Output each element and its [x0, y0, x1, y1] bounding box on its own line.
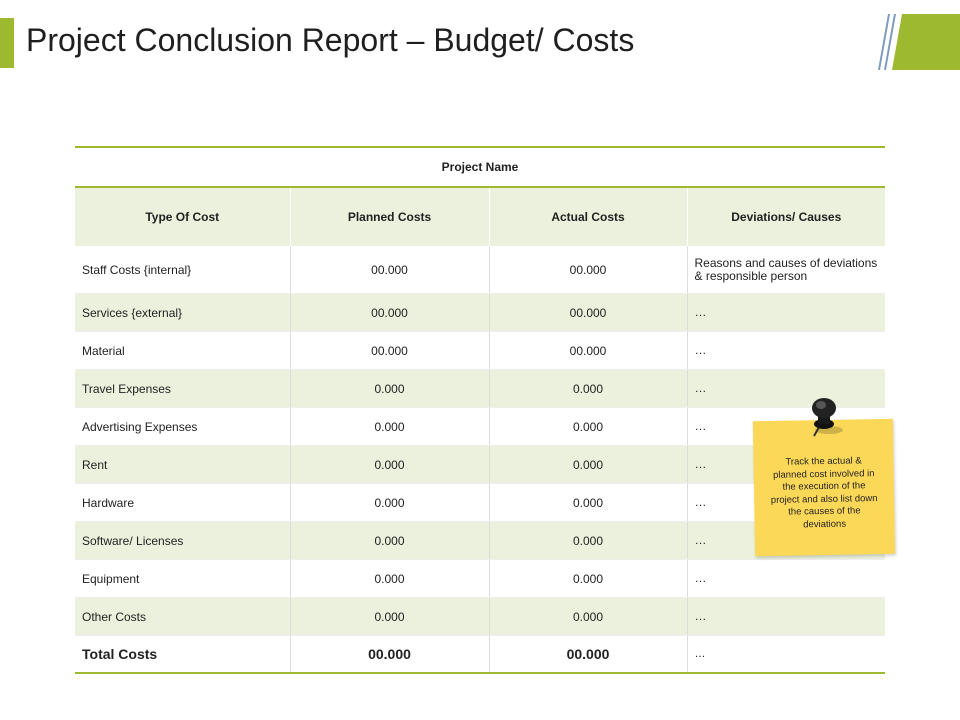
total-deviation-cell: … — [687, 636, 885, 674]
table-row — [75, 332, 885, 370]
cost-type-cell: Rent — [75, 446, 290, 484]
page-title: Project Conclusion Report – Budget/ Costs — [26, 22, 635, 58]
actual-cost-cell: 0.000 — [489, 408, 687, 446]
cost-type-cell: Services {external} — [75, 294, 290, 332]
total-label: Total Costs — [75, 636, 290, 674]
deviation-cell: … — [687, 332, 885, 370]
cost-type-cell: Software/ Licenses — [75, 522, 290, 560]
deviation-cell: … — [687, 560, 885, 598]
deviation-cell: … — [687, 446, 885, 484]
corner-decoration — [870, 14, 960, 70]
column-header: Planned Costs — [290, 187, 489, 246]
project-name-row — [75, 147, 885, 187]
project-name: Project Name — [75, 147, 885, 187]
sticky-note-text: Track the actual & planned cost involved in the execution of the project and also list down the causes of the deviations — [770, 455, 878, 530]
actual-cost-cell: 0.000 — [489, 484, 687, 522]
column-header-row — [75, 187, 885, 246]
cost-type-cell: Advertising Expenses — [75, 408, 290, 446]
deviation-cell: Reasons and causes of deviations & responsible person — [687, 246, 885, 294]
table-row — [75, 560, 885, 598]
pushpin-icon — [802, 396, 850, 442]
planned-cost-cell: 0.000 — [290, 598, 489, 636]
cost-type-cell: Hardware — [75, 484, 290, 522]
corner-green-block — [892, 14, 960, 70]
cost-type-cell: Material — [75, 332, 290, 370]
planned-cost-cell: 0.000 — [290, 408, 489, 446]
deviation-cell: … — [687, 294, 885, 332]
planned-cost-cell: 0.000 — [290, 446, 489, 484]
deviation-cell: … — [687, 408, 885, 446]
planned-cost-cell: 00.000 — [290, 294, 489, 332]
corner-stripe-1 — [878, 14, 890, 70]
column-header: Actual Costs — [489, 187, 687, 246]
deviation-cell: … — [687, 370, 885, 408]
planned-cost-cell: 0.000 — [290, 522, 489, 560]
actual-cost-cell: 00.000 — [489, 294, 687, 332]
actual-cost-cell: 0.000 — [489, 560, 687, 598]
planned-cost-cell: 0.000 — [290, 370, 489, 408]
budget-table — [75, 146, 885, 674]
column-header: Deviations/ Causes — [687, 187, 885, 246]
actual-cost-cell: 0.000 — [489, 370, 687, 408]
total-planned-cell: 00.000 — [290, 636, 489, 674]
cost-type-cell: Equipment — [75, 560, 290, 598]
table-row — [75, 246, 885, 294]
cost-type-cell: Travel Expenses — [75, 370, 290, 408]
total-actual-cell: 00.000 — [489, 636, 687, 674]
total-row — [75, 636, 885, 674]
cost-type-cell: Other Costs — [75, 598, 290, 636]
title-accent-bar — [0, 18, 14, 68]
planned-cost-cell: 0.000 — [290, 560, 489, 598]
actual-cost-cell: 0.000 — [489, 522, 687, 560]
table-row — [75, 370, 885, 408]
deviation-cell: … — [687, 522, 885, 560]
planned-cost-cell: 00.000 — [290, 332, 489, 370]
deviation-cell: … — [687, 598, 885, 636]
planned-cost-cell: 00.000 — [290, 246, 489, 294]
actual-cost-cell: 0.000 — [489, 598, 687, 636]
column-header: Type Of Cost — [75, 187, 290, 246]
table-row — [75, 598, 885, 636]
cost-type-cell: Staff Costs {internal} — [75, 246, 290, 294]
planned-cost-cell: 0.000 — [290, 484, 489, 522]
table-row — [75, 294, 885, 332]
actual-cost-cell: 00.000 — [489, 246, 687, 294]
actual-cost-cell: 0.000 — [489, 446, 687, 484]
deviation-cell: … — [687, 484, 885, 522]
actual-cost-cell: 00.000 — [489, 332, 687, 370]
